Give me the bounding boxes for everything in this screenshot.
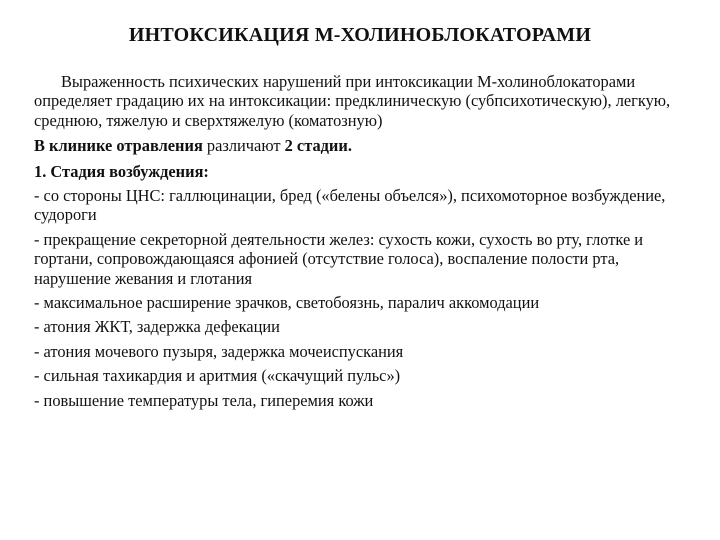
list-item: - атония ЖКТ, задержка дефекации (34, 317, 280, 337)
list-item: - со стороны ЦНС: галлюцинации, бред («белены объелся»), психомоторное возбуждение, судороги (34, 186, 666, 225)
stage1-heading: 1. Стадия возбуждения: (34, 161, 209, 181)
stages-line (34, 136, 686, 155)
intro-paragraph: Выраженность психических нарушений при интоксикации М-холиноблокаторами определяет градацию их на интоксикации: предклиническую (субпсихотическую), легкую, среднюю, тяжелую и сверхтяжелую (коматозную) (34, 72, 671, 130)
list-item: - атония мочевого пузыря, задержка мочеиспускания (34, 341, 404, 361)
list-item: - максимальное расширение зрачков, светобоязнь, паралич аккомодации (34, 293, 540, 313)
stages-bold-start: В клинике отравления (34, 136, 203, 156)
list-item: - сильная тахикардия и аритмия («скачущий пульс») (34, 366, 401, 386)
slide-title: ИНТОКСИКАЦИЯ М-ХОЛИНОБЛОКАТОРАМИ (128, 24, 592, 46)
stages-middle: различают (202, 136, 285, 156)
list-item: - повышение температуры тела, гиперемия кожи (34, 390, 374, 410)
list-item: - прекращение секреторной деятельности желез: сухость кожи, сухость во рту, глотке и гортани, сопровождающаяся афонией (отсутствие голоса), воспаление полости рта, нарушение жевания и глотания (34, 229, 644, 288)
stages-bold-end: 2 стадии. (284, 136, 352, 156)
slide-content (34, 72, 686, 415)
